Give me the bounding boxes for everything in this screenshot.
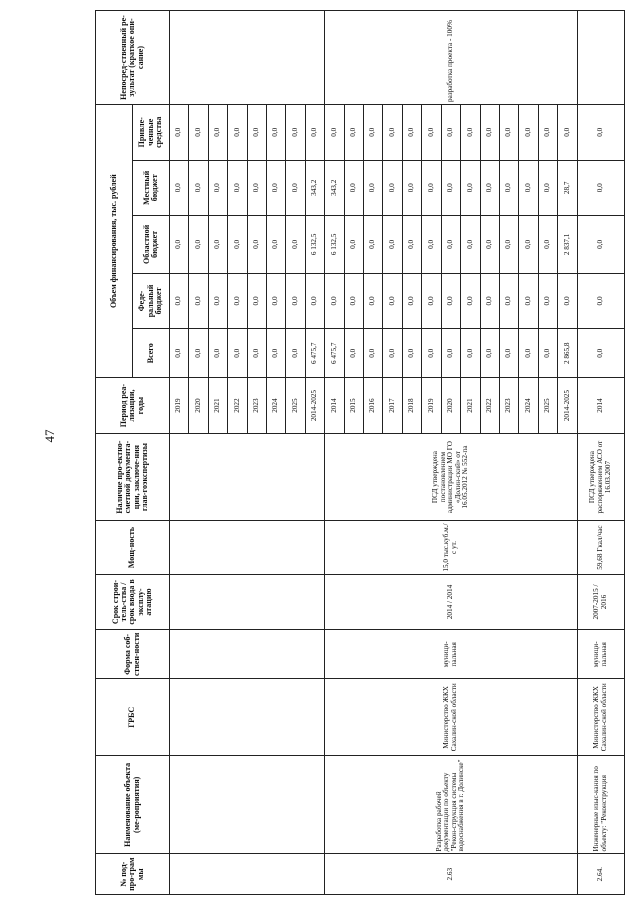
period-cell: 2024 <box>267 378 286 434</box>
subprogram-number: 2.64. <box>577 854 624 895</box>
regional-cell: 0,0 <box>402 216 421 274</box>
regional-cell: 0,0 <box>228 216 247 274</box>
object-name: Инженерные изыс-кания по объекту: "Реконструкция <box>577 756 624 854</box>
header-period: Период реа-лизации, годы <box>96 378 170 434</box>
federal-cell: 0,0 <box>402 273 421 329</box>
federal-cell: 0,0 <box>383 273 402 329</box>
local-cell: 0,0 <box>480 160 499 216</box>
attracted-cell: 0,0 <box>519 105 538 161</box>
header-federal: Феде-ральный бюджет <box>133 273 170 329</box>
total-cell: 0,0 <box>228 329 247 378</box>
federal-cell: 0,0 <box>558 273 577 329</box>
result-cell: разработка проекта - 100% <box>325 11 577 105</box>
header-funding: Объем финансирования, тыс. рублей <box>96 105 133 378</box>
header-num: № под-про-грам мы <box>96 854 170 895</box>
prev-form <box>170 630 325 679</box>
regional-cell: 0,0 <box>519 216 538 274</box>
regional-cell: 6 132,5 <box>325 216 344 274</box>
header-total: Всего <box>133 329 170 378</box>
psd-cell: ПСД утверждена постановлением администрации МО ГО «Долин-ский» от 16.05.2012 № 552-па <box>325 433 577 521</box>
regional-cell: 0,0 <box>208 216 227 274</box>
header-form: Форма соб-ствен-ности <box>96 630 170 679</box>
total-cell: 0,0 <box>208 329 227 378</box>
local-cell: 0,0 <box>364 160 383 216</box>
total-cell: 0,0 <box>364 329 383 378</box>
header-regional: Областной бюджет <box>133 216 170 274</box>
grbs-cell: Министерство ЖКХ Сахалин-ской области <box>325 679 577 756</box>
regional-cell: 0,0 <box>189 216 208 274</box>
period-cell: 2014-2025 <box>305 378 324 434</box>
period-cell: 2022 <box>480 378 499 434</box>
regional-cell: 0,0 <box>422 216 441 274</box>
total-cell: 6 475,7 <box>305 329 324 378</box>
local-cell: 0,0 <box>422 160 441 216</box>
period-cell: 2023 <box>499 378 518 434</box>
period-cell: 2016 <box>364 378 383 434</box>
regional-cell: 0,0 <box>538 216 557 274</box>
regional-cell: 0,0 <box>286 216 305 274</box>
header-row-1 <box>96 11 133 895</box>
federal-cell: 0,0 <box>441 273 460 329</box>
federal-cell: 0,0 <box>577 273 624 329</box>
regional-cell: 0,0 <box>480 216 499 274</box>
federal-cell: 0,0 <box>286 273 305 329</box>
attracted-cell: 0,0 <box>402 105 421 161</box>
attracted-cell: 0,0 <box>558 105 577 161</box>
total-cell: 0,0 <box>170 329 189 378</box>
federal-cell: 0,0 <box>364 273 383 329</box>
attracted-cell: 0,0 <box>344 105 363 161</box>
header-grbs: ГРБС <box>96 679 170 756</box>
local-cell: 0,0 <box>286 160 305 216</box>
period-cell: 2014-2025 <box>558 378 577 434</box>
federal-cell: 0,0 <box>189 273 208 329</box>
term-cell: 2014 / 2014 <box>325 574 577 630</box>
result-cell <box>577 11 624 105</box>
attracted-cell: 0,0 <box>267 105 286 161</box>
local-cell: 0,0 <box>519 160 538 216</box>
federal-cell: 0,0 <box>305 273 324 329</box>
prev-grbs <box>170 679 325 756</box>
header-power: Мощ-ность <box>96 521 170 574</box>
federal-cell: 0,0 <box>228 273 247 329</box>
regional-cell: 0,0 <box>364 216 383 274</box>
attracted-cell: 0,0 <box>461 105 480 161</box>
local-cell: 0,0 <box>441 160 460 216</box>
federal-cell: 0,0 <box>267 273 286 329</box>
regional-cell: 0,0 <box>383 216 402 274</box>
power-cell: 59,68 Гкал/час <box>577 521 624 574</box>
federal-cell: 0,0 <box>208 273 227 329</box>
regional-cell: 0,0 <box>344 216 363 274</box>
federal-cell: 0,0 <box>247 273 266 329</box>
object-name: Разработка рабочей документации по объекту "Рекон-струкция системы водоснабжения в г. Долинске" <box>325 756 577 854</box>
attracted-cell: 0,0 <box>422 105 441 161</box>
local-cell: 0,0 <box>247 160 266 216</box>
attracted-cell: 0,0 <box>499 105 518 161</box>
ownership-cell: муници-пальная <box>577 630 624 679</box>
total-cell: 2 865,8 <box>558 329 577 378</box>
local-cell: 0,0 <box>538 160 557 216</box>
regional-cell: 2 837,1 <box>558 216 577 274</box>
period-cell: 2015 <box>344 378 363 434</box>
prev-num <box>170 854 325 895</box>
table-row <box>577 11 624 895</box>
period-cell: 2024 <box>519 378 538 434</box>
attracted-cell: 0,0 <box>247 105 266 161</box>
subprogram-number: 2.63 <box>325 854 577 895</box>
total-cell: 0,0 <box>402 329 421 378</box>
prev-result <box>170 11 325 105</box>
period-cell: 2014 <box>325 378 344 434</box>
federal-cell: 0,0 <box>170 273 189 329</box>
period-cell: 2019 <box>422 378 441 434</box>
table-body <box>170 11 625 895</box>
attracted-cell: 0,0 <box>325 105 344 161</box>
attracted-cell: 0,0 <box>286 105 305 161</box>
ownership-cell: муници-пальная <box>325 630 577 679</box>
header-local: Местный бюджет <box>133 160 170 216</box>
attracted-cell: 0,0 <box>228 105 247 161</box>
period-cell: 2021 <box>461 378 480 434</box>
prev-psd <box>170 433 325 521</box>
attracted-cell: 0,0 <box>170 105 189 161</box>
total-cell: 0,0 <box>189 329 208 378</box>
prev-term <box>170 574 325 630</box>
local-cell: 0,0 <box>170 160 189 216</box>
grbs-cell: Министерство ЖКХ Сахалин-ской области <box>577 679 624 756</box>
total-cell: 0,0 <box>383 329 402 378</box>
local-cell: 0,0 <box>577 160 624 216</box>
regional-cell: 6 132,5 <box>305 216 324 274</box>
header-result: Непосред-ственный ре-зультат (краткое опи-сание) <box>96 11 170 105</box>
attracted-cell: 0,0 <box>364 105 383 161</box>
period-cell: 2014 <box>577 378 624 434</box>
local-cell: 0,0 <box>228 160 247 216</box>
attracted-cell: 0,0 <box>577 105 624 161</box>
local-cell: 0,0 <box>344 160 363 216</box>
total-cell: 0,0 <box>499 329 518 378</box>
period-cell: 2020 <box>189 378 208 434</box>
rotated-table-container <box>95 10 625 895</box>
federal-cell: 0,0 <box>344 273 363 329</box>
table-row <box>170 11 189 895</box>
power-cell: 15,0 тыс.куб.м./с ут. <box>325 521 577 574</box>
federal-cell: 0,0 <box>422 273 441 329</box>
total-cell: 0,0 <box>577 329 624 378</box>
psd-cell: ПСД утверждена распоряжением АСО от 16.03.2007 <box>577 433 624 521</box>
federal-cell: 0,0 <box>480 273 499 329</box>
total-cell: 0,0 <box>286 329 305 378</box>
local-cell: 0,0 <box>461 160 480 216</box>
federal-cell: 0,0 <box>461 273 480 329</box>
prev-power <box>170 521 325 574</box>
regional-cell: 0,0 <box>499 216 518 274</box>
attracted-cell: 0,0 <box>538 105 557 161</box>
period-cell: 2022 <box>228 378 247 434</box>
federal-cell: 0,0 <box>519 273 538 329</box>
period-cell: 2023 <box>247 378 266 434</box>
header-name: Наименование объекта (ме-роприятия) <box>96 756 170 854</box>
funding-table <box>95 10 625 895</box>
attracted-cell: 0,0 <box>441 105 460 161</box>
local-cell: 0,0 <box>383 160 402 216</box>
regional-cell: 0,0 <box>441 216 460 274</box>
regional-cell: 0,0 <box>170 216 189 274</box>
total-cell: 0,0 <box>538 329 557 378</box>
total-cell: 0,0 <box>344 329 363 378</box>
attracted-cell: 0,0 <box>305 105 324 161</box>
federal-cell: 0,0 <box>499 273 518 329</box>
total-cell: 0,0 <box>519 329 538 378</box>
period-cell: 2019 <box>170 378 189 434</box>
regional-cell: 0,0 <box>267 216 286 274</box>
prev-name <box>170 756 325 854</box>
total-cell: 0,0 <box>247 329 266 378</box>
total-cell: 0,0 <box>422 329 441 378</box>
total-cell: 6 475,7 <box>325 329 344 378</box>
header-attracted: Привле-ченные средства <box>133 105 170 161</box>
regional-cell: 0,0 <box>247 216 266 274</box>
attracted-cell: 0,0 <box>480 105 499 161</box>
local-cell: 0,0 <box>402 160 421 216</box>
total-cell: 0,0 <box>441 329 460 378</box>
attracted-cell: 0,0 <box>208 105 227 161</box>
period-cell: 2018 <box>402 378 421 434</box>
local-cell: 0,0 <box>267 160 286 216</box>
period-cell: 2025 <box>286 378 305 434</box>
local-cell: 0,0 <box>208 160 227 216</box>
local-cell: 343,2 <box>305 160 324 216</box>
header-psd: Наличие про-ектно-сметной документа-ции, заключе-ния глав-гоэкспертизы <box>96 433 170 521</box>
table-row <box>325 11 344 895</box>
header-term: Срок строи-тель-ства / срок ввода в эксплу-атацию <box>96 574 170 630</box>
local-cell: 28,7 <box>558 160 577 216</box>
regional-cell: 0,0 <box>577 216 624 274</box>
federal-cell: 0,0 <box>538 273 557 329</box>
federal-cell: 0,0 <box>325 273 344 329</box>
total-cell: 0,0 <box>480 329 499 378</box>
regional-cell: 0,0 <box>461 216 480 274</box>
attracted-cell: 0,0 <box>189 105 208 161</box>
local-cell: 0,0 <box>499 160 518 216</box>
local-cell: 343,2 <box>325 160 344 216</box>
local-cell: 0,0 <box>189 160 208 216</box>
total-cell: 0,0 <box>461 329 480 378</box>
term-cell: 2007-2015 / 2016 <box>577 574 624 630</box>
period-cell: 2017 <box>383 378 402 434</box>
period-cell: 2025 <box>538 378 557 434</box>
page-number: 47 <box>42 429 57 443</box>
period-cell: 2020 <box>441 378 460 434</box>
total-cell: 0,0 <box>267 329 286 378</box>
attracted-cell: 0,0 <box>383 105 402 161</box>
period-cell: 2021 <box>208 378 227 434</box>
